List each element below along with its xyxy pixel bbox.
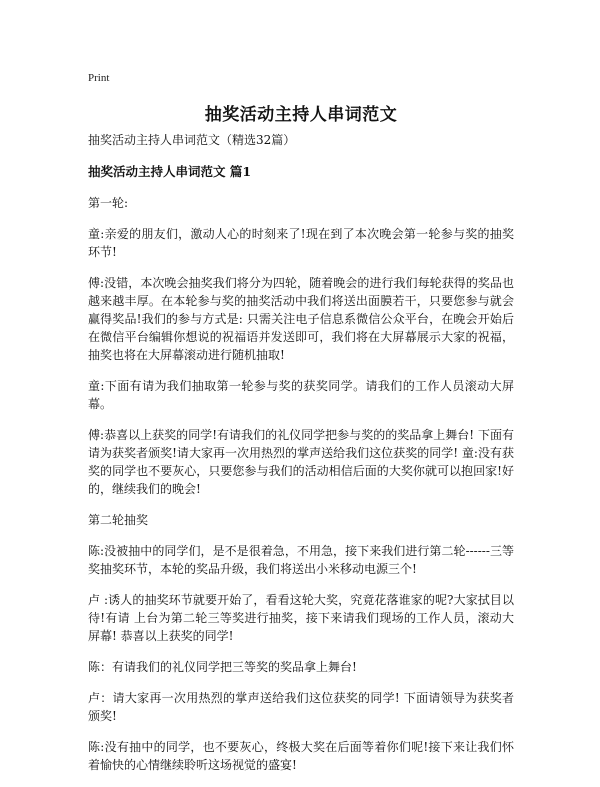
- paragraph: 童:下面有请为我们抽取第一轮参与奖的获奖同学。请我们的工作人员滚动大屏幕。: [88, 379, 514, 411]
- paragraph: 傅:没错，本次晚会抽奖我们将分为四轮，随着晚会的进行我们每轮获得的奖品也越来越丰厚。在本轮参与奖的抽奖活动中我们将送出面膜若干，只要您参与就会赢得奖品!我们的参与方式是: 只需关注电子信息系微信公众平台，在晚会开始后在微信平台编辑你想说的祝福语并发送即可，我们将在大屏幕展示大家的祝福，抽奖也将在大屏幕滚动进行随机抽取!: [88, 276, 514, 362]
- paragraph: 陈:没被抽中的同学们，是不是很着急，不用急，接下来我们进行第二轮------三等奖抽奖环节，本轮的奖品升级，我们将送出小米移动电源三个!: [88, 544, 514, 576]
- paragraph: 童:亲爱的朋友们，激动人心的时刻来了!现在到了本次晚会第一轮参与奖的抽奖环节!: [88, 227, 514, 259]
- document-title: 抽奖活动主持人串词范文: [204, 105, 398, 125]
- paragraph: 陈:没有抽中的同学，也不要灰心，终极大奖在后面等着你们呢!接下来让我们怀着愉快的心情继续聆听这场视觉的盛宴!: [88, 740, 514, 772]
- paragraph: 陈：有请我们的礼仪同学把三等奖的奖品拿上舞台!: [88, 660, 357, 674]
- document-subtitle: 抽奖活动主持人串词范文（精选32篇）: [88, 133, 296, 147]
- print-link[interactable]: Print: [88, 72, 110, 84]
- round-one-label: 第一轮:: [88, 196, 129, 210]
- document-body: [88, 131, 514, 787]
- section-heading: 抽奖活动主持人串词范文 篇1: [88, 164, 252, 179]
- paragraph: 卢 :诱人的抽奖环节就要开始了，看看这轮大奖，究竟花落谁家的呢?大家拭目以待!有请 上台为第二轮三等奖进行抽奖，接下来请我们现场的工作人员，滚动大屏幕! 恭喜以上获奖的同学!: [88, 593, 514, 643]
- paragraph: 卢：请大家再一次用热烈的掌声送给我们这位获奖的同学! 下面请领导为获奖者颁奖!: [88, 691, 514, 723]
- paragraph: 傅:恭喜以上获奖的同学!有请我们的礼仪同学把参与奖的的奖品拿上舞台! 下面有请为获奖者颁奖!请大家再一次用热烈的掌声送给我们这位获奖的同学! 童:没有获奖的同学也不要灰心，只要您参与我们的活动相信后面的大奖你就可以抱回家!好的，继续我们的晚会!: [88, 428, 514, 496]
- round-two-label: 第二轮抽奖: [88, 513, 149, 527]
